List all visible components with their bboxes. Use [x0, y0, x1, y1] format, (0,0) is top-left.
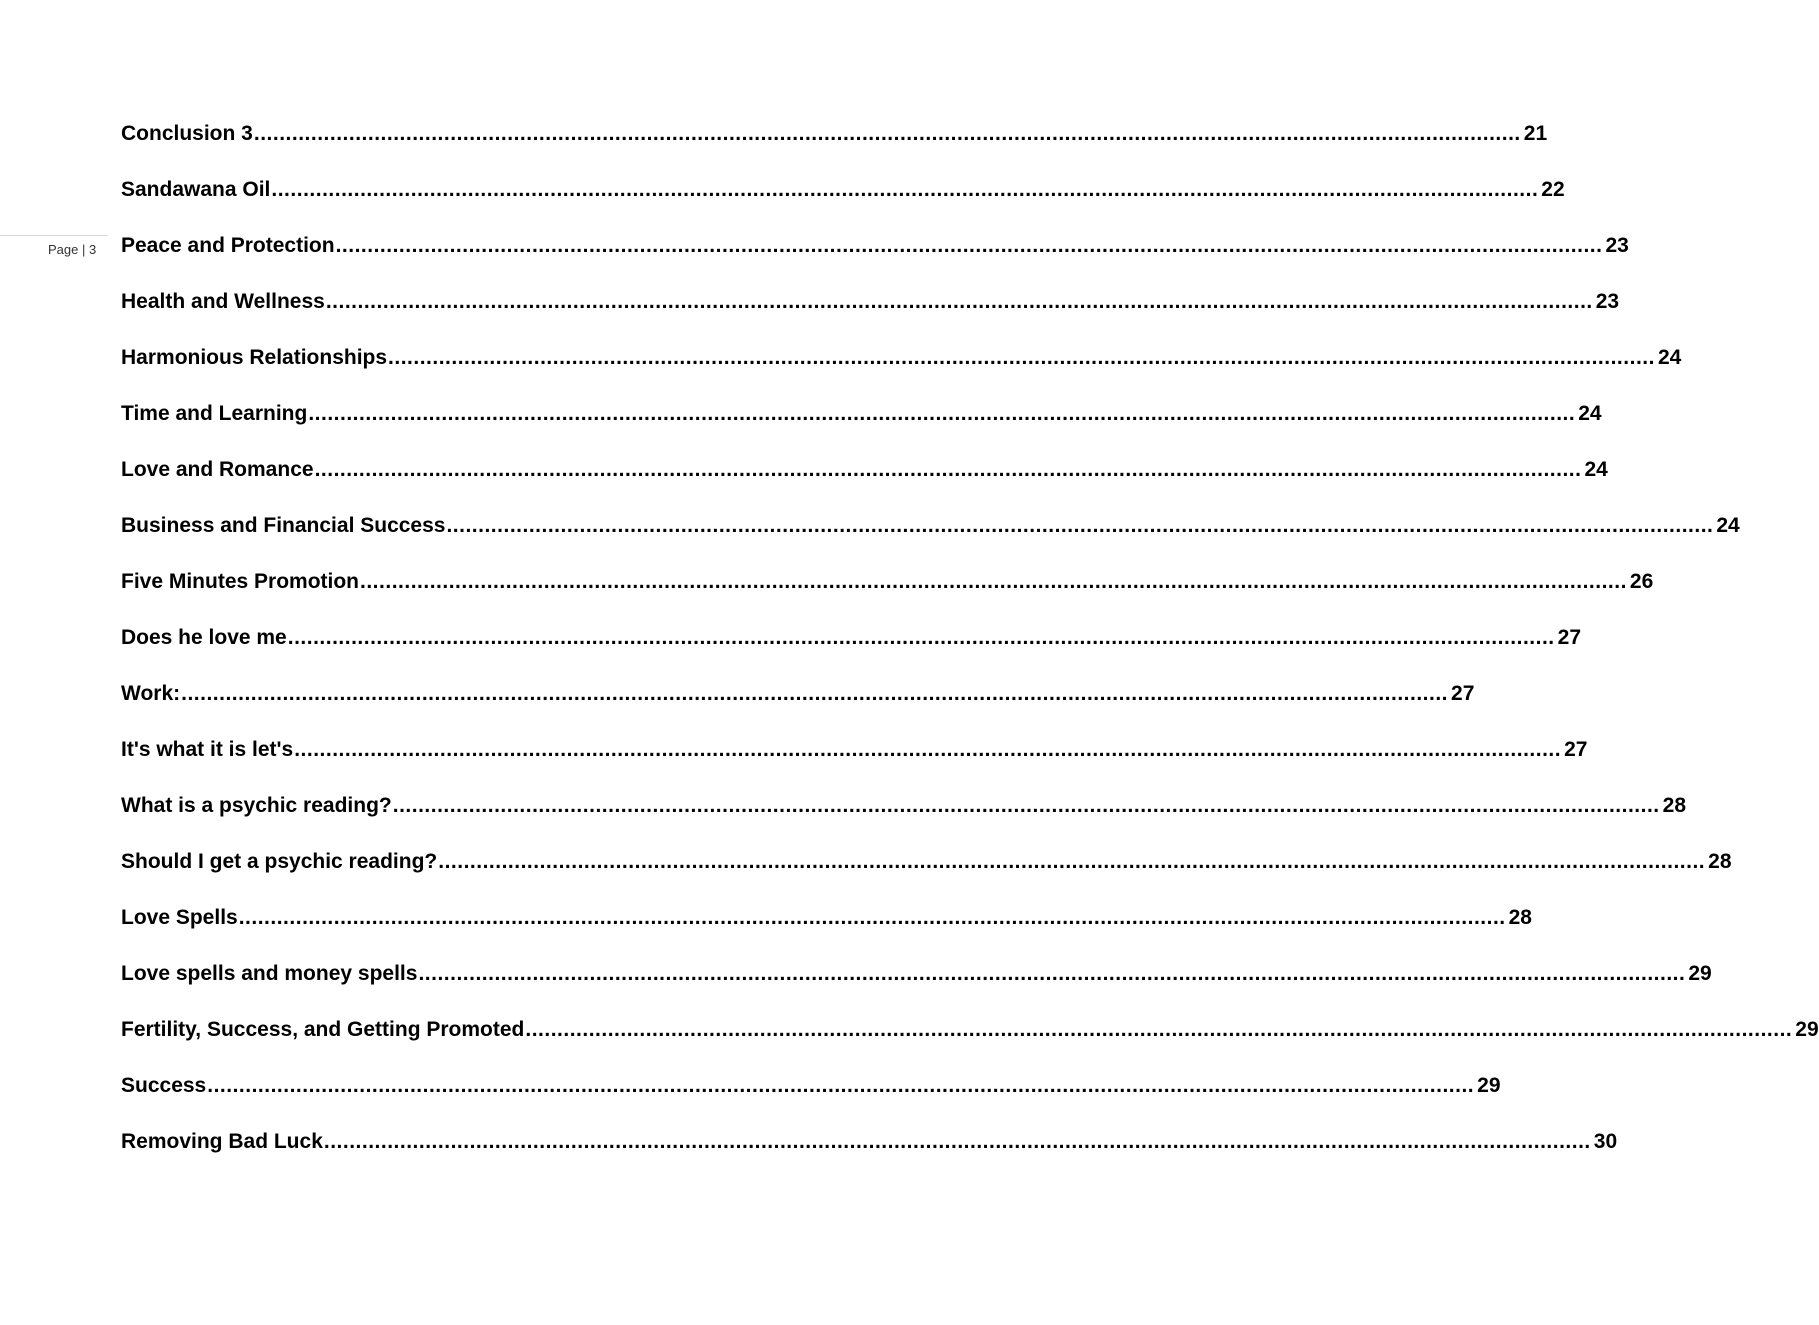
toc-entry[interactable]	[121, 906, 1532, 962]
toc-dot-leader: ........................................................................................................................................................................................................	[418, 962, 1686, 985]
toc-dot-leader: ........................................................................................................................................................................................................	[238, 906, 1506, 929]
toc-entry-title: Sandawana Oil	[121, 178, 271, 201]
toc-entry-title: Success	[121, 1074, 207, 1097]
toc-entry[interactable]	[121, 850, 1732, 906]
toc-entry-title: Fertility, Success, and Getting Promoted	[121, 1018, 525, 1041]
toc-entry-page-number: 24	[1716, 514, 1740, 537]
toc-entry-title: Does he love me	[121, 626, 287, 649]
toc-entry[interactable]	[121, 122, 1548, 178]
toc-entry-page-number: 22	[1541, 178, 1565, 201]
toc-entry[interactable]	[121, 346, 1682, 402]
toc-entry-page-number: 23	[1595, 290, 1620, 313]
toc-entry[interactable]	[121, 234, 1629, 290]
toc-dot-leader: ........................................................................................................................................................................................................	[207, 1074, 1475, 1097]
toc-entry-title: Health and Wellness	[121, 290, 325, 313]
toc-entry-title: Business and Financial Success	[121, 514, 446, 537]
toc-entry-title: Removing Bad Luck	[121, 1130, 323, 1153]
toc-entry-page-number: 29	[1477, 1074, 1501, 1097]
toc-dot-leader: ........................................................................................................................................................................................................	[525, 1018, 1793, 1041]
toc-entry-title: It's what it is let's	[121, 738, 294, 761]
toc-entry[interactable]	[121, 626, 1581, 682]
toc-entry-page-number: 24	[1657, 346, 1682, 369]
toc-entry-title: Harmonious Relationships	[121, 346, 388, 369]
toc-entry-page-number: 27	[1451, 682, 1475, 705]
toc-entry-page-number: 23	[1605, 234, 1629, 257]
toc-entry[interactable]	[121, 570, 1654, 626]
toc-dot-leader: ........................................................................................................................................................................................................	[314, 458, 1582, 481]
toc-entry[interactable]	[121, 458, 1608, 514]
toc-entry-title: Love and Romance	[121, 458, 314, 481]
toc-entry[interactable]	[121, 178, 1565, 234]
toc-dot-leader: ........................................................................................................................................................................................................	[294, 738, 1562, 761]
toc-entry[interactable]	[121, 1018, 1819, 1074]
toc-entry-page-number: 27	[1564, 738, 1588, 761]
toc-entry-title: Love spells and money spells	[121, 962, 418, 985]
toc-entry[interactable]	[121, 738, 1588, 794]
toc-entry-page-number: 21	[1523, 122, 1548, 145]
toc-dot-leader: ........................................................................................................................................................................................................	[323, 1130, 1591, 1153]
toc-entry[interactable]	[121, 1074, 1501, 1130]
toc-entry-page-number: 28	[1508, 906, 1532, 929]
toc-dot-leader: ........................................................................................................................................................................................................	[308, 402, 1576, 425]
toc-dot-leader: ........................................................................................................................................................................................................	[253, 122, 1521, 145]
toc-entry-title: Time and Learning	[121, 402, 308, 425]
toc-entry-page-number: 29	[1688, 962, 1712, 985]
toc-dot-leader: ........................................................................................................................................................................................................	[287, 626, 1555, 649]
toc-entry-page-number: 28	[1662, 794, 1686, 817]
toc-dot-leader: ........................................................................................................................................................................................................	[335, 234, 1603, 257]
toc-entry-page-number: 24	[1584, 458, 1608, 481]
toc-entry-page-number: 29	[1795, 1018, 1819, 1041]
toc-dot-leader: ........................................................................................................................................................................................................	[388, 346, 1655, 369]
toc-entry[interactable]	[121, 402, 1602, 458]
toc-entry-title: Conclusion 3	[121, 122, 253, 145]
toc-dot-leader: ........................................................................................................................................................................................................	[438, 850, 1706, 873]
page-number-label: Page | 3	[48, 242, 97, 257]
toc-dot-leader: ........................................................................................................................................................................................................	[181, 682, 1449, 705]
toc-entry-title: What is a psychic reading?	[121, 794, 392, 817]
toc-entry-page-number: 28	[1708, 850, 1732, 873]
toc-entry-title: Work:	[121, 682, 181, 705]
toc-entry-title: Should I get a psychic reading?	[121, 850, 438, 873]
page-number-marker	[0, 235, 108, 263]
toc-entry[interactable]	[121, 794, 1686, 850]
table-of-contents	[121, 122, 1819, 1186]
toc-entry-page-number: 26	[1629, 570, 1654, 593]
toc-entry[interactable]	[121, 682, 1475, 738]
toc-entry-title: Peace and Protection	[121, 234, 335, 257]
toc-dot-leader: ........................................................................................................................................................................................................	[325, 290, 1593, 313]
toc-dot-leader: ........................................................................................................................................................................................................	[392, 794, 1660, 817]
toc-entry-title: Five Minutes Promotion	[121, 570, 360, 593]
toc-entry-page-number: 30	[1593, 1130, 1618, 1153]
toc-entry[interactable]	[121, 962, 1712, 1018]
toc-entry-title: Love Spells	[121, 906, 238, 929]
toc-entry-page-number: 24	[1578, 402, 1602, 425]
toc-dot-leader: ........................................................................................................................................................................................................	[271, 178, 1539, 201]
toc-dot-leader: ........................................................................................................................................................................................................	[360, 570, 1627, 593]
toc-entry-page-number: 27	[1557, 626, 1581, 649]
toc-entry[interactable]	[121, 290, 1620, 346]
toc-entry[interactable]	[121, 1130, 1618, 1186]
toc-dot-leader: ........................................................................................................................................................................................................	[446, 514, 1714, 537]
toc-entry[interactable]	[121, 514, 1740, 570]
